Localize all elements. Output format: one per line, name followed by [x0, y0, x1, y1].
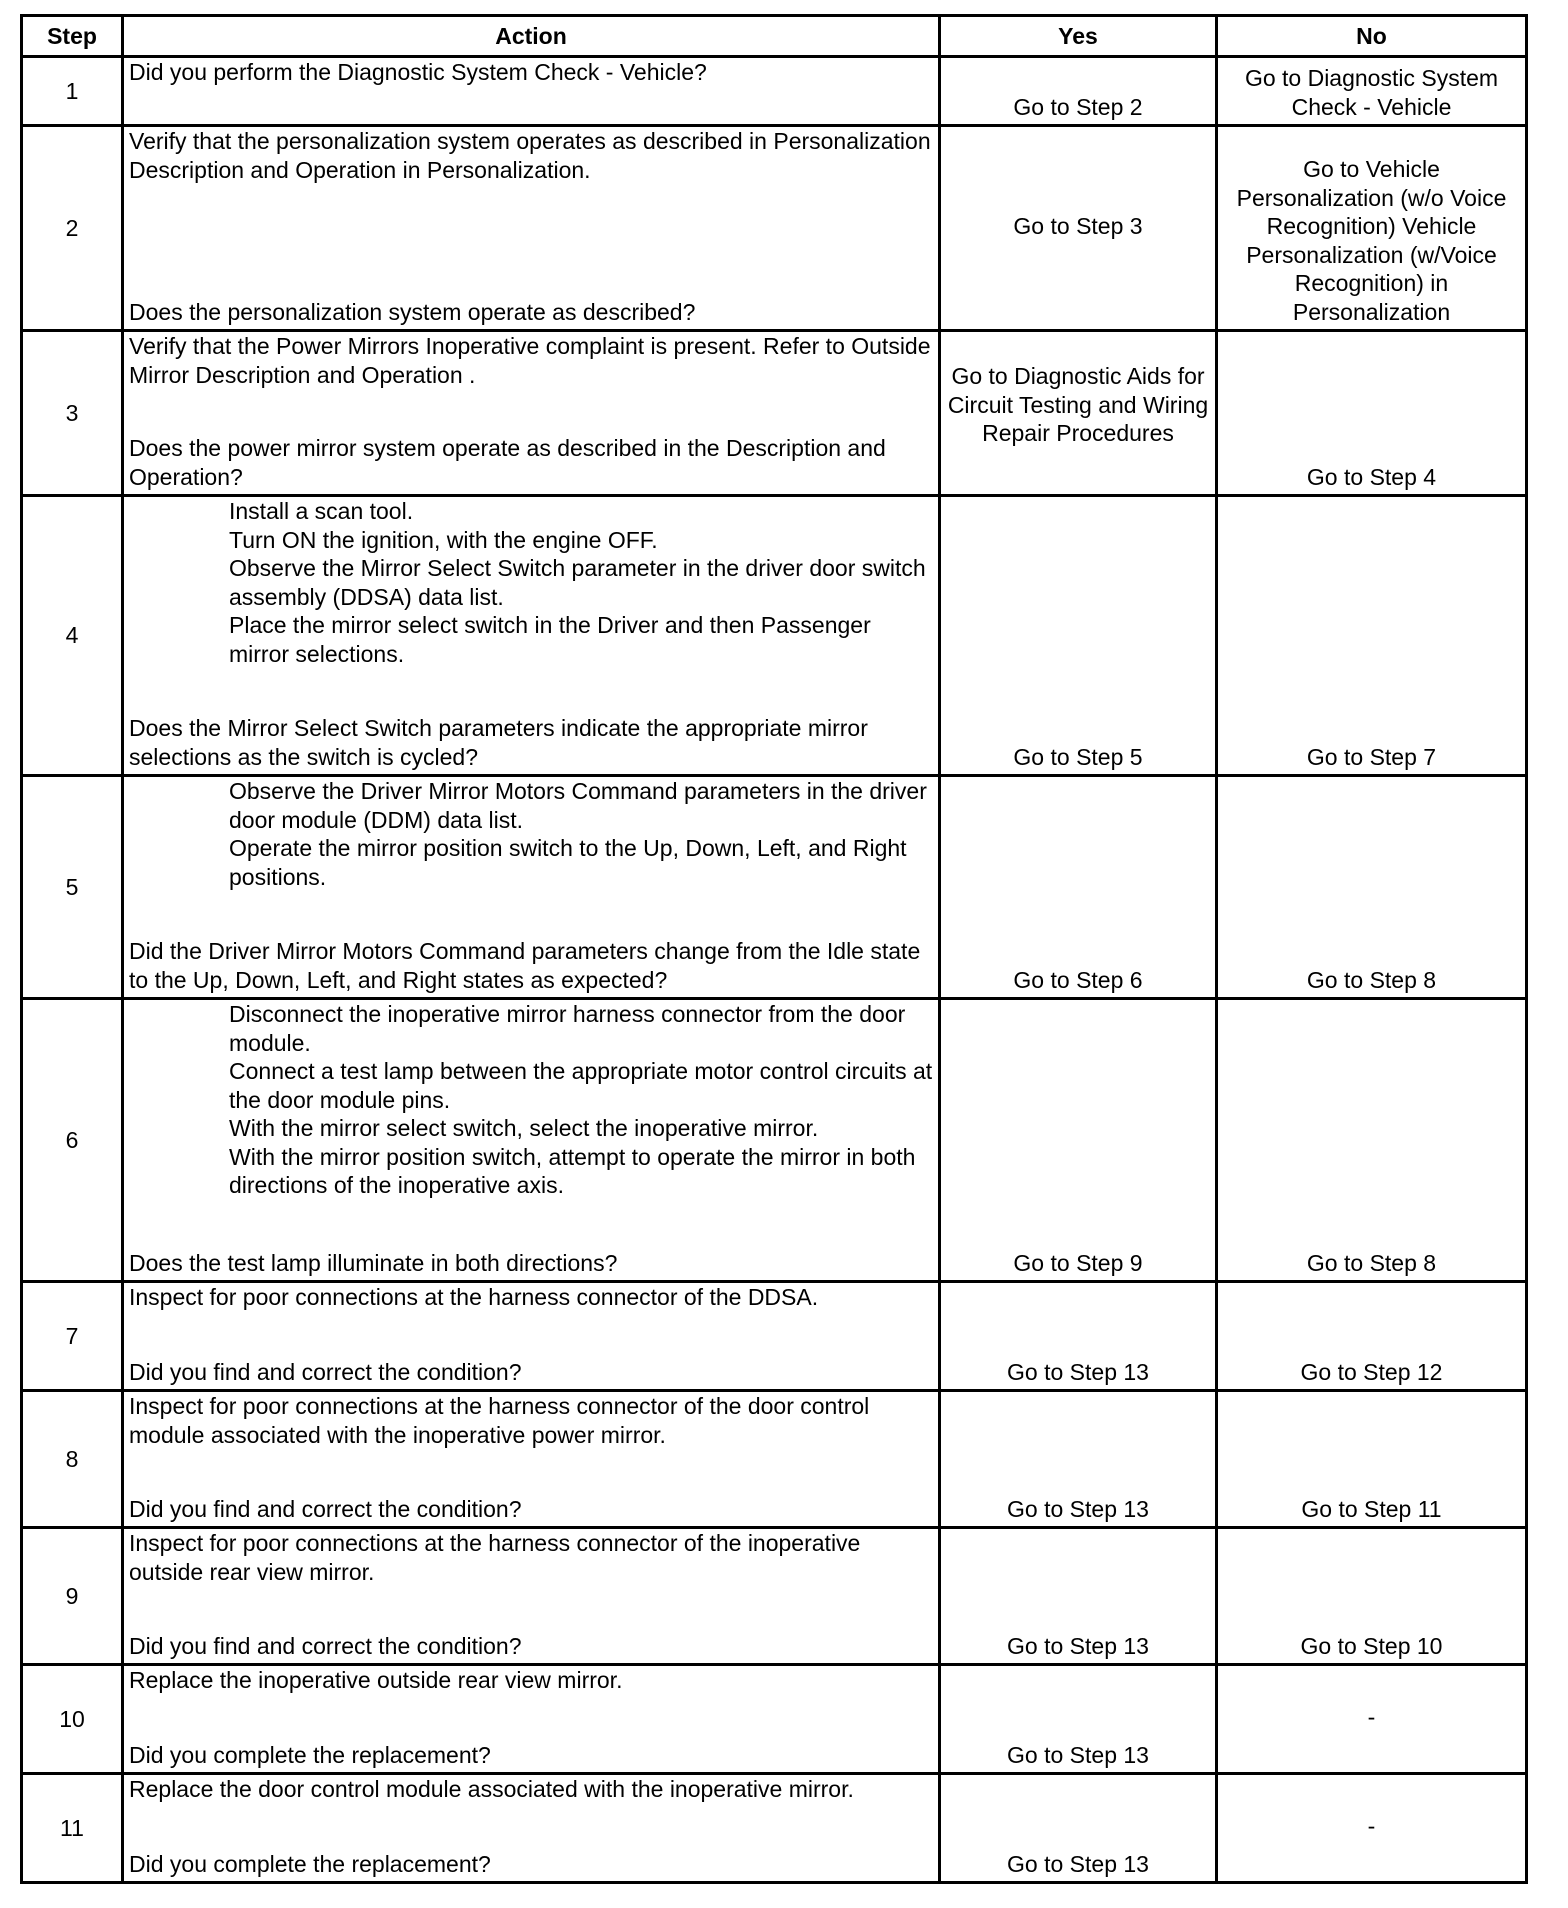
instruction-list	[129, 1000, 934, 1200]
action-cell	[123, 1528, 940, 1665]
step-number: 1	[22, 57, 123, 126]
step-number: 7	[22, 1282, 123, 1391]
instruction-item: Observe the Mirror Select Switch parameter in the driver door switch assembly (DDSA) data list.	[229, 555, 926, 610]
action-text: Inspect for poor connections at the harness connector of the door control module associated with the inoperative power mirror.	[129, 1393, 870, 1448]
table-row	[22, 57, 1527, 126]
action-text: Inspect for poor connections at the harness connector of the inoperative outside rear view mirror.	[129, 1530, 861, 1585]
no-cell: Go to Step 8	[1217, 999, 1527, 1282]
instruction-item: Observe the Driver Mirror Motors Command parameters in the driver door module (DDM) data list.	[229, 778, 927, 833]
no-cell: Go to Step 10	[1217, 1528, 1527, 1665]
action-cell	[123, 1391, 940, 1528]
table-row	[22, 126, 1527, 331]
yes-cell: Go to Step 13	[940, 1665, 1217, 1774]
no-cell: Go to Step 4	[1217, 331, 1527, 496]
question-text: Does the Mirror Select Switch parameters indicate the appropriate mirror selections as the switch is cycled?	[129, 715, 868, 770]
action-cell	[123, 126, 940, 331]
header-yes: Yes	[940, 16, 1217, 57]
step-number: 3	[22, 331, 123, 496]
action-cell	[123, 57, 940, 126]
step-number: 9	[22, 1528, 123, 1665]
table-row	[22, 1391, 1527, 1528]
yes-cell: Go to Step 13	[940, 1282, 1217, 1391]
instruction-item: Connect a test lamp between the appropriate motor control circuits at the door module pins.	[229, 1058, 933, 1113]
instruction-item: Disconnect the inoperative mirror harness connector from the door module.	[229, 1001, 906, 1056]
question-text: Did you find and correct the condition?	[129, 1632, 522, 1659]
instruction-list	[129, 777, 934, 891]
instruction-item: Place the mirror select switch in the Driver and then Passenger mirror selections.	[229, 612, 871, 667]
instruction-item: Operate the mirror position switch to the Up, Down, Left, and Right positions.	[229, 835, 907, 890]
instruction-item: Turn ON the ignition, with the engine OFF.	[229, 526, 658, 553]
no-cell: -	[1217, 1774, 1527, 1883]
step-number: 6	[22, 999, 123, 1282]
action-text: Replace the inoperative outside rear view mirror.	[129, 1667, 623, 1693]
yes-cell: Go to Step 6	[940, 776, 1217, 999]
question-text: Did the Driver Mirror Motors Command parameters change from the Idle state to the Up, Down, Left, and Right states as expected?	[129, 938, 921, 993]
table-row	[22, 999, 1527, 1282]
question-text: Does the test lamp illuminate in both directions?	[129, 1249, 618, 1276]
action-cell	[123, 999, 940, 1282]
yes-cell: Go to Diagnostic Aids for Circuit Testing and Wiring Repair Procedures	[940, 331, 1217, 496]
question-text: Does the power mirror system operate as described in the Description and Operation?	[129, 435, 886, 490]
step-number: 4	[22, 496, 123, 776]
yes-cell: Go to Step 2	[940, 57, 1217, 126]
step-number: 11	[22, 1774, 123, 1883]
table-row	[22, 776, 1527, 999]
table-header-row	[22, 16, 1527, 57]
action-cell	[123, 1774, 940, 1883]
no-cell: Go to Step 8	[1217, 776, 1527, 999]
no-cell: Go to Step 11	[1217, 1391, 1527, 1528]
instruction-item: With the mirror position switch, attempt to operate the mirror in both directions of the inoperative axis.	[229, 1143, 916, 1198]
step-number: 8	[22, 1391, 123, 1528]
yes-cell: Go to Step 5	[940, 496, 1217, 776]
action-cell	[123, 1282, 940, 1391]
question-text: Does the personalization system operate as described?	[129, 298, 696, 325]
action-cell	[123, 496, 940, 776]
table-row	[22, 331, 1527, 496]
header-no: No	[1217, 16, 1527, 57]
action-cell	[123, 776, 940, 999]
instruction-item: With the mirror select switch, select the inoperative mirror.	[229, 1115, 819, 1141]
yes-cell: Go to Step 13	[940, 1774, 1217, 1883]
action-cell	[123, 1665, 940, 1774]
step-number: 5	[22, 776, 123, 999]
question-text: Did you complete the replacement?	[129, 1850, 491, 1877]
step-number: 2	[22, 126, 123, 331]
action-text: Verify that the personalization system operates as described in Personalization Description and Operation in Personalization.	[129, 128, 931, 183]
header-step: Step	[22, 16, 123, 57]
yes-cell: Go to Step 9	[940, 999, 1217, 1282]
table-row	[22, 1282, 1527, 1391]
header-action: Action	[123, 16, 940, 57]
action-text: Did you perform the Diagnostic System Check - Vehicle?	[129, 59, 707, 85]
no-cell: Go to Vehicle Personalization (w/o Voice Recognition) Vehicle Personalization (w/Voice Recognition) in Personalization	[1217, 126, 1527, 331]
table-row	[22, 496, 1527, 776]
table-row	[22, 1665, 1527, 1774]
no-cell: Go to Step 7	[1217, 496, 1527, 776]
yes-cell: Go to Step 13	[940, 1528, 1217, 1665]
question-text: Did you find and correct the condition?	[129, 1495, 522, 1522]
yes-cell: Go to Step 13	[940, 1391, 1217, 1528]
no-cell: Go to Diagnostic System Check - Vehicle	[1217, 57, 1527, 126]
table-row	[22, 1528, 1527, 1665]
action-text: Replace the door control module associated with the inoperative mirror.	[129, 1776, 854, 1802]
action-cell	[123, 331, 940, 496]
step-number: 10	[22, 1665, 123, 1774]
action-text: Inspect for poor connections at the harness connector of the DDSA.	[129, 1284, 819, 1310]
no-cell: Go to Step 12	[1217, 1282, 1527, 1391]
yes-cell: Go to Step 3	[940, 126, 1217, 331]
question-text: Did you find and correct the condition?	[129, 1358, 522, 1385]
table-row	[22, 1774, 1527, 1883]
question-text: Did you complete the replacement?	[129, 1741, 491, 1768]
action-text: Verify that the Power Mirrors Inoperative complaint is present. Refer to Outside Mirror Description and Operation .	[129, 333, 931, 388]
no-cell: -	[1217, 1665, 1527, 1774]
instruction-list	[129, 497, 934, 668]
instruction-item: Install a scan tool.	[229, 498, 414, 524]
diagnostic-steps-table	[20, 14, 1528, 1884]
